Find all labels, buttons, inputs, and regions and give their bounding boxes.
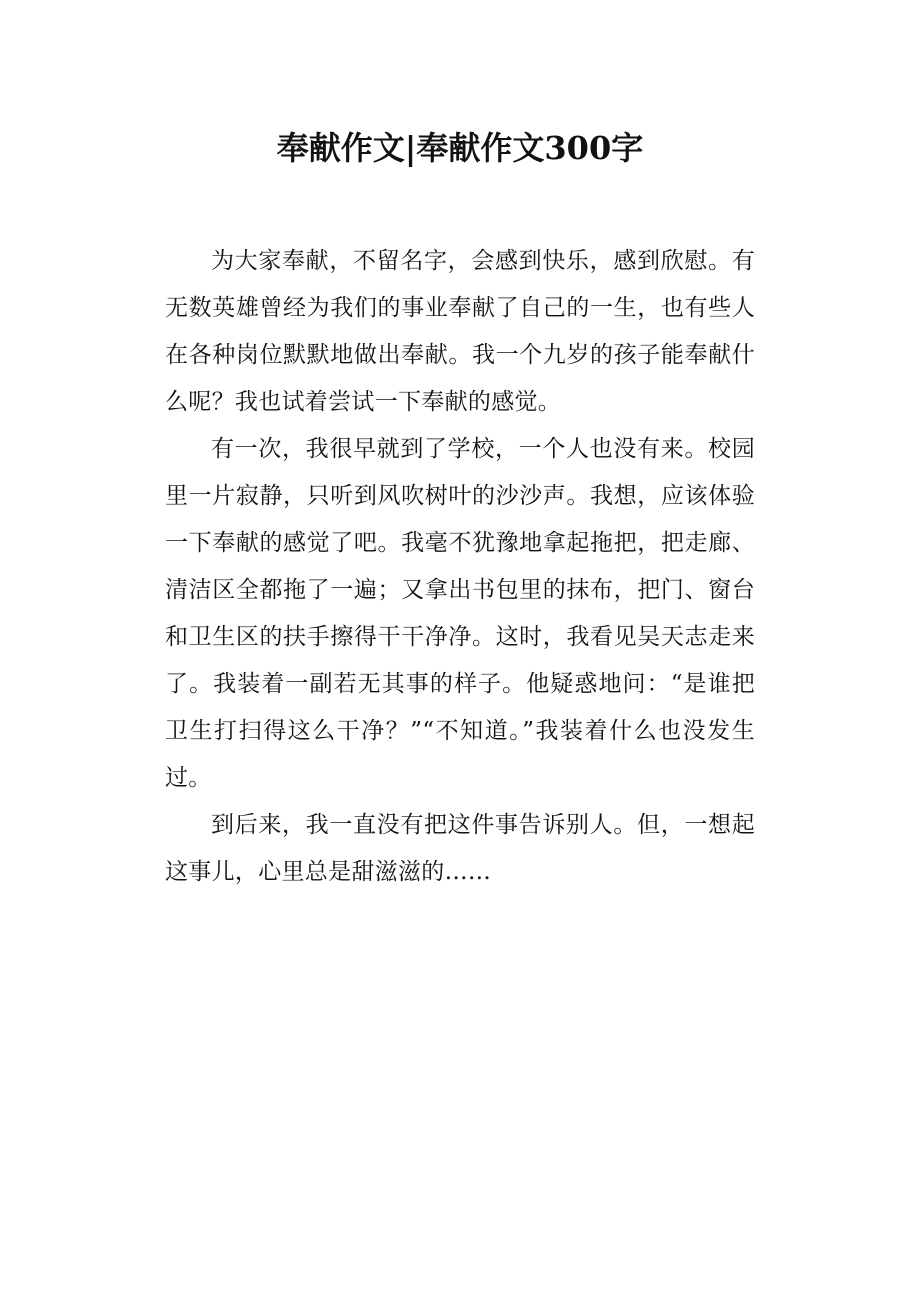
paragraph-3: 到后来，我一直没有把这件事告诉别人。但，一想起这事儿，心里总是甜滋滋的…… bbox=[165, 812, 755, 885]
paragraph-1: 为大家奉献，不留名字，会感到快乐，感到欣慰。有无数英雄曾经为我们的事业奉献了自己的一生，也有些人在各种岗位默默地做出奉献。我一个九岁的孩子能奉献什么呢？我也试着尝试一下奉献的感觉。 bbox=[165, 248, 755, 415]
document-title: 奉献作文|奉献作文300字 bbox=[276, 129, 644, 167]
document-body bbox=[165, 238, 755, 896]
paragraph-2: 有一次，我很早就到了学校，一个人也没有来。校园里一片寂静，只听到风吹树叶的沙沙声。我想，应该体验一下奉献的感觉了吧。我毫不犹豫地拿起拖把，把走廊、清洁区全都拖了一遍；又拿出书包里的抹布，把门、窗台和卫生区的扶手擦得干干净净。这时，我看见吴天志走来了。我装着一副若无其事的样子。他疑惑地问：“是谁把卫生打扫得这么干净？”“不知道。”我装着什么也没发生过。 bbox=[165, 436, 755, 791]
